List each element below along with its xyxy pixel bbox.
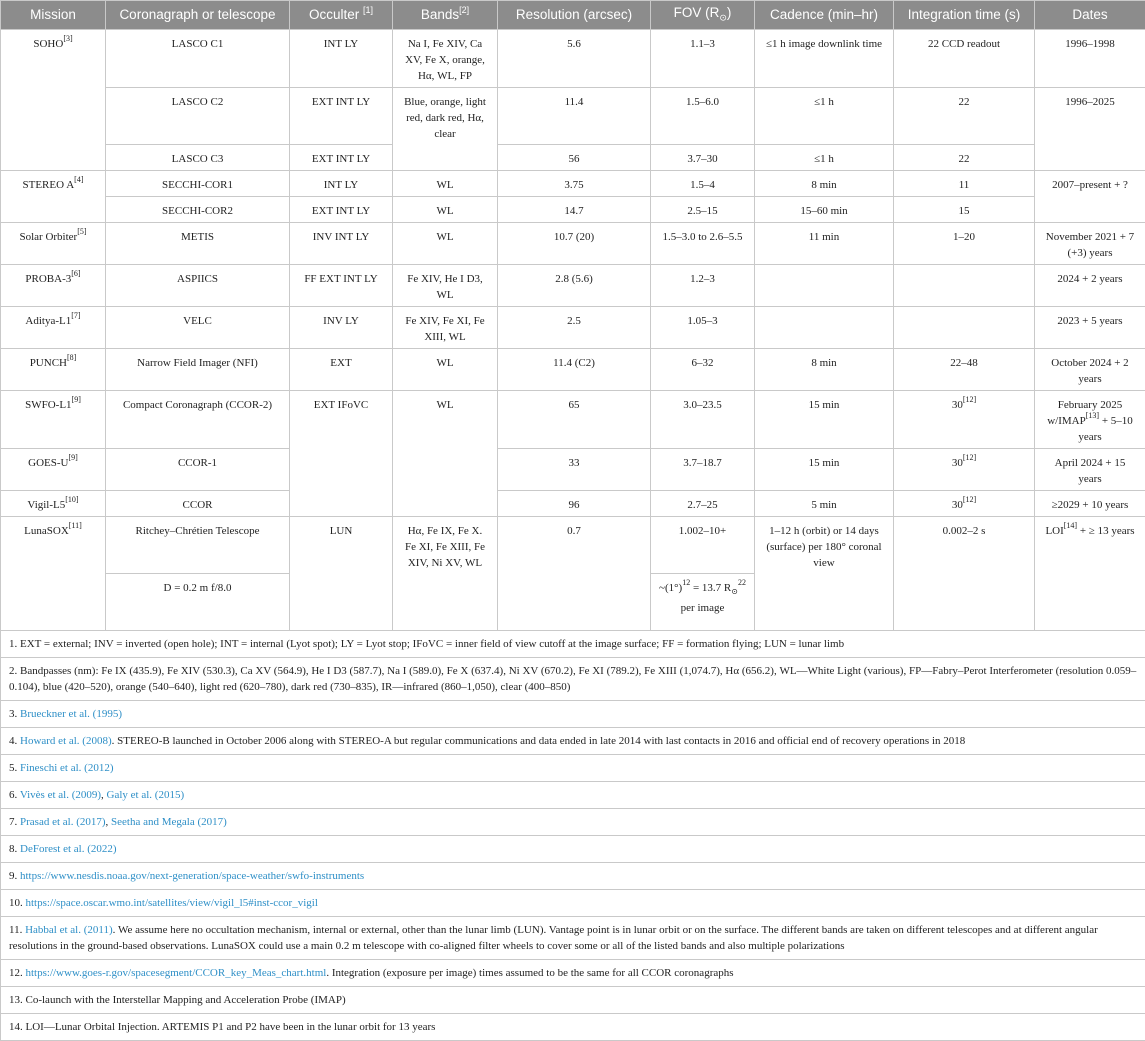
- footnote-number: 11.: [9, 924, 25, 936]
- integration-ref: [12]: [963, 453, 976, 462]
- mission-ref: [6]: [71, 269, 80, 278]
- cell-dates: ≥2029 + 10 years: [1035, 491, 1145, 517]
- cell-integration: 22–48: [894, 349, 1035, 391]
- cell-name: CCOR-1: [106, 449, 290, 491]
- url-link[interactable]: https://www.goes-r.gov/spacesegment/CCOR_key_Meas_chart.html: [26, 967, 327, 979]
- mission-ref: [8]: [67, 353, 76, 362]
- mission-ref: [7]: [71, 311, 80, 320]
- cell-fov: 1.5–6.0: [651, 88, 755, 145]
- mission-goes-u: [1, 449, 106, 491]
- cell-occulter: INT LY: [290, 30, 393, 88]
- mission-aditya-l1: [1, 307, 106, 349]
- cell-occulter: INV LY: [290, 307, 393, 349]
- mission-label: LunaSOX: [24, 525, 69, 537]
- mission-ref: [9]: [69, 453, 78, 462]
- header-occulter-ref: [1]: [363, 5, 373, 15]
- cell-resolution: 11.4: [498, 88, 651, 145]
- header-bands-label: Bands: [421, 7, 459, 22]
- footnote-row: [1, 701, 1145, 728]
- mission-label: PROBA-3: [25, 273, 71, 285]
- table-row-lunasox: [1, 517, 1145, 574]
- cell-bands: WL: [393, 223, 498, 265]
- cell-bands: Blue, orange, light red, dark red, Hα, clear: [393, 88, 498, 171]
- cell-fov: 6–32: [651, 349, 755, 391]
- cell-occulter: EXT: [290, 349, 393, 391]
- footnote-1: 1. EXT = external; INV = inverted (open hole); INT = internal (Lyot spot); LY = Lyot stop; IFoVC = inner field of view cutoff at the image surface; FF = formation flying; LUN = lunar limb: [1, 631, 1145, 658]
- cell-dates: 1996–2025: [1035, 88, 1145, 171]
- integration-value: 30: [952, 399, 963, 411]
- mission-ref: [3]: [63, 34, 72, 43]
- footnote-row: [1, 987, 1145, 1014]
- table-row-secchi-cor1: [1, 171, 1145, 197]
- footnote-10: [1, 890, 1145, 917]
- cell-integration: 1–20: [894, 223, 1035, 265]
- dates-ref: [14]: [1064, 521, 1077, 530]
- header-cadence: Cadence (min–hr): [755, 1, 894, 30]
- cell-cadence: [755, 307, 894, 349]
- cell-occulter: EXT INT LY: [290, 145, 393, 171]
- cell-integration: [894, 265, 1035, 307]
- mission-proba-3: [1, 265, 106, 307]
- mission-soho: [1, 30, 106, 171]
- cell-resolution: 0.7: [498, 517, 651, 631]
- footnote-7: [1, 809, 1145, 836]
- cell-resolution: 14.7: [498, 197, 651, 223]
- cell-integration: 22: [894, 88, 1035, 145]
- cell-occulter: EXT IFoVC: [290, 391, 393, 517]
- fov-detail-sup2: 22: [738, 578, 746, 587]
- url-link[interactable]: https://space.oscar.wmo.int/satellites/view/vigil_l5#inst-ccor_vigil: [26, 897, 318, 909]
- header-fov-label: FOV (R: [674, 5, 720, 20]
- header-mission: Mission: [1, 1, 106, 30]
- mission-ref: [5]: [77, 227, 86, 236]
- cell-name: ASPIICS: [106, 265, 290, 307]
- cell-name: VELC: [106, 307, 290, 349]
- fov-detail-sup1: 12: [682, 578, 690, 587]
- cell-occulter: FF EXT INT LY: [290, 265, 393, 307]
- cell-occulter: EXT INT LY: [290, 88, 393, 145]
- header-row: [1, 1, 1145, 30]
- footnote-number: 10.: [9, 897, 26, 909]
- reference-link[interactable]: Fineschi et al. (2012): [20, 762, 113, 774]
- reference-link[interactable]: Seetha and Megala (2017): [111, 816, 227, 828]
- footnote-number: 4.: [9, 735, 20, 747]
- cell-cadence: 15 min: [755, 449, 894, 491]
- mission-label: GOES-U: [28, 457, 68, 469]
- cell-resolution: 10.7 (20): [498, 223, 651, 265]
- cell-resolution: 11.4 (C2): [498, 349, 651, 391]
- mission-ref: [10]: [65, 495, 78, 504]
- cell-cadence: 8 min: [755, 171, 894, 197]
- cell-dates: 2024 + 2 years: [1035, 265, 1145, 307]
- footnote-row: [1, 836, 1145, 863]
- mission-solar-orbiter: [1, 223, 106, 265]
- footnote-text: . We assume here no occultation mechanism, internal or external, other than the lunar limb (LUN). Vantage point is in lunar orbit or on the surface. The different bands are taken on different telescopes and at different angular resolutions in the ground-based observations. LunaSOX could use a main 0.2 m telescope with co-aligned filter wheels to cover some or all of the listed bands and also multiple polarizations: [9, 924, 1098, 952]
- cell-name: Narrow Field Imager (NFI): [106, 349, 290, 391]
- table-row-velc: [1, 307, 1145, 349]
- header-fov-close: ): [727, 5, 732, 20]
- mission-swfo-l1: [1, 391, 106, 449]
- cell-cadence: ≤1 h: [755, 88, 894, 145]
- table-row-ccor-1: [1, 449, 1145, 491]
- integration-ref: [12]: [963, 395, 976, 404]
- cell-dates: [1035, 517, 1145, 631]
- reference-link[interactable]: Brueckner et al. (1995): [20, 708, 122, 720]
- cell-fov: 3.0–23.5: [651, 391, 755, 449]
- integration-ref: [12]: [963, 495, 976, 504]
- footnote-5: [1, 755, 1145, 782]
- cell-dates: 2007–present + ?: [1035, 171, 1145, 223]
- footnote-text: . Integration (exposure per image) times assumed to be the same for all CCOR coronagraphs: [326, 967, 733, 979]
- footnote-text: . STEREO-B launched in October 2006 along with STEREO-A but regular communications and data ended in late 2014 with last contacts in 2016 and official end of recovery operations in 2018: [112, 735, 966, 747]
- cell-integration: 22: [894, 145, 1035, 171]
- fov-detail-a: ~(1°): [659, 582, 682, 594]
- table-row-secchi-cor2: [1, 197, 1145, 223]
- mission-label: SWFO-L1: [25, 399, 71, 411]
- footnote-number: 12.: [9, 967, 26, 979]
- footnote-row: [1, 755, 1145, 782]
- cell-bands: WL: [393, 197, 498, 223]
- cell-resolution: 65: [498, 391, 651, 449]
- mission-label: STEREO A: [23, 179, 75, 191]
- header-occulter: [290, 1, 393, 30]
- mission-lunasox: [1, 517, 106, 631]
- cell-integration: 0.002–2 s: [894, 517, 1035, 631]
- footnote-3: [1, 701, 1145, 728]
- footnote-9: [1, 863, 1145, 890]
- cell-name: CCOR: [106, 491, 290, 517]
- cell-cadence: [755, 265, 894, 307]
- footnote-row: [1, 1014, 1145, 1041]
- cell-integration: [894, 307, 1035, 349]
- footnote-6: [1, 782, 1145, 809]
- cell-cadence: 8 min: [755, 349, 894, 391]
- header-fov: [651, 1, 755, 30]
- cell-integration: [894, 491, 1035, 517]
- cell-cadence: ≤1 h: [755, 145, 894, 171]
- footnote-row: [1, 782, 1145, 809]
- mission-vigil-l5: [1, 491, 106, 517]
- footnote-row: [1, 658, 1145, 701]
- footnote-number: 5.: [9, 762, 20, 774]
- cell-name: LASCO C1: [106, 30, 290, 88]
- cell-name: LASCO C3: [106, 145, 290, 171]
- cell-name-detail: D = 0.2 m f/8.0: [106, 574, 290, 631]
- cell-name: SECCHI-COR1: [106, 171, 290, 197]
- cell-fov-detail: [651, 574, 755, 631]
- mission-label: Vigil-L5: [27, 499, 65, 511]
- cell-fov: 2.7–25: [651, 491, 755, 517]
- footnote-number: 7.: [9, 816, 20, 828]
- cell-fov: 2.5–15: [651, 197, 755, 223]
- cell-occulter: INV INT LY: [290, 223, 393, 265]
- cell-name: Compact Coronagraph (CCOR-2): [106, 391, 290, 449]
- url-link[interactable]: https://www.nesdis.noaa.gov/next-generation/space-weather/swfo-instruments: [20, 870, 364, 882]
- cell-fov: 1.002–10+: [651, 517, 755, 574]
- cell-dates: October 2024 + 2 years: [1035, 349, 1145, 391]
- mission-ref: [11]: [69, 521, 82, 530]
- footnote-2: 2. Bandpasses (nm): Fe IX (435.9), Fe XIV (530.3), Ca XV (564.9), He I D3 (587.7), Na I (589.0), Fe X (637.4), Ni XV (670.2), Fe XI (789.2), Fe XIII (1,074.7), Hα (656.2), WL—White Light (various), FP—Fabry–Perot Interferometer (resolution 0.059–0.104), blue (420–520), orange (540–640), light red (620–780), dark red (730–835), IR—infrared (860–1,050), clear (400–850): [1, 658, 1145, 701]
- table-row-ccor-2: [1, 391, 1145, 449]
- mission-ref: [4]: [74, 175, 83, 184]
- cell-fov: 3.7–30: [651, 145, 755, 171]
- footnote-row: [1, 960, 1145, 987]
- cell-cadence: 15 min: [755, 391, 894, 449]
- mission-label: PUNCH: [30, 357, 67, 369]
- cell-resolution: 5.6: [498, 30, 651, 88]
- footnote-number: 6.: [9, 789, 20, 801]
- cell-resolution: 2.8 (5.6): [498, 265, 651, 307]
- reference-link[interactable]: Vivès et al. (2009): [20, 789, 101, 801]
- reference-link[interactable]: Galy et al. (2015): [107, 789, 185, 801]
- footnote-number: 3.: [9, 708, 20, 720]
- reference-link[interactable]: Habbal et al. (2011): [25, 924, 113, 936]
- table-row-aspiics: [1, 265, 1145, 307]
- cell-cadence: 1–12 h (orbit) or 14 days (surface) per 180° coronal view: [755, 517, 894, 631]
- table-row-nfi: [1, 349, 1145, 391]
- header-resolution: Resolution (arcsec): [498, 1, 651, 30]
- header-coronagraph: Coronagraph or telescope: [106, 1, 290, 30]
- header-occulter-label: Occulter: [309, 7, 359, 22]
- cell-cadence: 5 min: [755, 491, 894, 517]
- table-row-lasco-c1: [1, 30, 1145, 88]
- cell-name: METIS: [106, 223, 290, 265]
- dates-text-a: LOI: [1045, 525, 1063, 537]
- header-fov-sun-symbol: ⊙: [719, 12, 727, 22]
- cell-integration: 22 CCD readout: [894, 30, 1035, 88]
- cell-integration: [894, 391, 1035, 449]
- footnote-row: [1, 863, 1145, 890]
- cell-cadence: ≤1 h image downlink time: [755, 30, 894, 88]
- cell-fov: 1.5–4: [651, 171, 755, 197]
- cell-name: SECCHI-COR2: [106, 197, 290, 223]
- cell-resolution: 33: [498, 449, 651, 491]
- table-row-metis: [1, 223, 1145, 265]
- cell-cadence: 11 min: [755, 223, 894, 265]
- footnote-row: [1, 728, 1145, 755]
- footnote-8: [1, 836, 1145, 863]
- table-row-lasco-c3: [1, 145, 1145, 171]
- integration-value: 30: [952, 457, 963, 469]
- footnote-12: [1, 960, 1145, 987]
- mission-label: Aditya-L1: [25, 315, 71, 327]
- cell-bands: WL: [393, 171, 498, 197]
- dates-text-a: February 2025 w/IMAP: [1047, 399, 1122, 427]
- footnote-separator: ,: [101, 789, 107, 801]
- mission-label: Solar Orbiter: [19, 231, 77, 243]
- cell-resolution: 2.5: [498, 307, 651, 349]
- table-row-lasco-c2: [1, 88, 1145, 145]
- footnote-number: 8.: [9, 843, 20, 855]
- cell-fov: 1.05–3: [651, 307, 755, 349]
- cell-dates: 1996–1998: [1035, 30, 1145, 88]
- footnote-14: 14. LOI—Lunar Orbital Injection. ARTEMIS P1 and P2 have been in the lunar orbit for 13 years: [1, 1014, 1145, 1041]
- cell-resolution: 96: [498, 491, 651, 517]
- cell-integration: 11: [894, 171, 1035, 197]
- cell-integration: 15: [894, 197, 1035, 223]
- cell-dates: [1035, 391, 1145, 449]
- cell-dates: 2023 + 5 years: [1035, 307, 1145, 349]
- header-integration: Integration time (s): [894, 1, 1035, 30]
- mission-stereo-a: [1, 171, 106, 223]
- cell-bands: Na I, Fe XIV, Ca XV, Fe X, orange, Hα, WL, FP: [393, 30, 498, 88]
- cell-fov: 1.1–3: [651, 30, 755, 88]
- mission-label: SOHO: [33, 38, 63, 50]
- footnote-separator: ,: [106, 816, 112, 828]
- fov-detail-b: = 13.7 R: [690, 582, 731, 594]
- cell-resolution: 3.75: [498, 171, 651, 197]
- cell-cadence: 15–60 min: [755, 197, 894, 223]
- reference-link[interactable]: Prasad et al. (2017): [20, 816, 106, 828]
- integration-value: 30: [952, 499, 963, 511]
- fov-detail-c: per image: [681, 602, 725, 614]
- footnote-11: [1, 917, 1145, 960]
- cell-bands: Hα, Fe IX, Fe X. Fe XI, Fe XIII, Fe XIV, Ni XV, WL: [393, 517, 498, 631]
- cell-name: Ritchey–Chrétien Telescope: [106, 517, 290, 574]
- header-dates: Dates: [1035, 1, 1145, 30]
- footnote-4: [1, 728, 1145, 755]
- cell-fov: 1.5–3.0 to 2.6–5.5: [651, 223, 755, 265]
- dates-text-b: + 5–10 years: [1078, 415, 1132, 443]
- cell-bands: Fe XIV, Fe XI, Fe XIII, WL: [393, 307, 498, 349]
- footnote-row: [1, 890, 1145, 917]
- fov-detail-sun-symbol: ⊙: [731, 587, 738, 596]
- cell-occulter: EXT INT LY: [290, 197, 393, 223]
- dates-ref: [13]: [1086, 411, 1099, 420]
- header-bands-ref: [2]: [459, 5, 469, 15]
- cell-fov: 3.7–18.7: [651, 449, 755, 491]
- cell-name: LASCO C2: [106, 88, 290, 145]
- footnote-row: [1, 631, 1145, 658]
- table-row-ccor: [1, 491, 1145, 517]
- cell-fov: 1.2–3: [651, 265, 755, 307]
- cell-occulter: INT LY: [290, 171, 393, 197]
- footnote-number: 9.: [9, 870, 20, 882]
- mission-punch: [1, 349, 106, 391]
- header-bands: [393, 1, 498, 30]
- dates-text-b: + ≥ 13 years: [1077, 525, 1134, 537]
- cell-occulter: LUN: [290, 517, 393, 631]
- cell-integration: [894, 449, 1035, 491]
- reference-link[interactable]: DeForest et al. (2022): [20, 843, 117, 855]
- footnote-13: 13. Co-launch with the Interstellar Mapping and Acceleration Probe (IMAP): [1, 987, 1145, 1014]
- mission-ref: [9]: [72, 395, 81, 404]
- cell-bands: WL: [393, 349, 498, 391]
- cell-bands: Fe XIV, He I D3, WL: [393, 265, 498, 307]
- footnote-row: [1, 809, 1145, 836]
- cell-dates: November 2021 + 7 (+3) years: [1035, 223, 1145, 265]
- cell-resolution: 56: [498, 145, 651, 171]
- cell-dates: April 2024 + 15 years: [1035, 449, 1145, 491]
- reference-link[interactable]: Howard et al. (2008): [20, 735, 112, 747]
- cell-bands: WL: [393, 391, 498, 517]
- footnote-row: [1, 917, 1145, 960]
